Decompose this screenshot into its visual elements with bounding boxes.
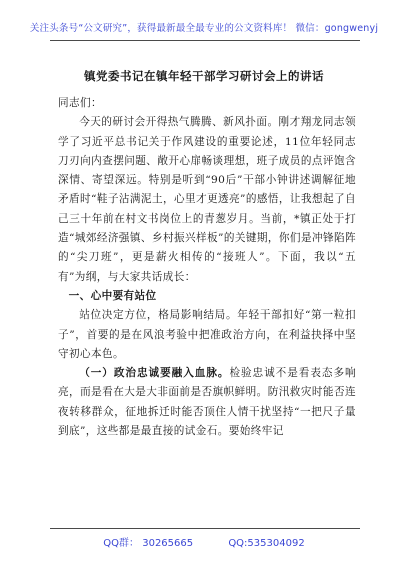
paragraph-subsection-1 <box>58 364 356 441</box>
paragraph-subsection-1-text: 检验忠诚不是看表态多响亮，而是看在大是大非面前是否旗帜鲜明。防汛救灾时能否连夜转移群众，征地拆迁时能否顶住人情干扰坚持“一把尺子量到底”，这些都是最直接的试金石。要始终牢记 <box>58 367 356 438</box>
footer <box>0 534 408 549</box>
document-body <box>58 94 356 441</box>
footer-qq-number: QQ:535304092 <box>228 538 305 549</box>
section-heading-1: 一、心中要有站位 <box>68 289 157 302</box>
paragraph-section-1: 站位决定方位，格局影响结局。年轻干部扣好“第一粒扣子”，首要的是在风浪考验中把准政治方向，在利益抉择中坚守初心本色。 <box>58 309 356 360</box>
header-divider <box>50 40 360 41</box>
subheading-1: （一）政治忠诚要融入血脉。 <box>79 367 230 380</box>
footer-qq-group: QQ群： 30265665 <box>103 538 194 549</box>
header-promo-note: 关注头条号“公文研究”，获得最新最全最专业的公文资料库！ 微信：gongwenyj <box>29 23 379 34</box>
document-title: 镇党委书记在镇年轻干部学习研讨会上的讲话 <box>84 69 324 83</box>
paragraph-intro: 今天的研讨会开得热气腾腾、新风扑面。刚才翔龙同志领学了习近平总书记关于作风建设的重要论述，11位年轻同志刀刃向内查摆问题、敞开心扉畅谈理想，班子成员的点评饱含深情、寄望深远。特别是听到“90后”干部小钟讲述调解征地矛盾时“鞋子沾满泥土，心里才更透亮”的感悟，让我想起了自己三十年前在村文书岗位上的青葱岁月。当前，*镇正处于打造“城郊经济强镇、乡村振兴样板”的关键期，你们是冲锋陷阵的“尖刀班”，更是薪火相传的“接班人”。下面，我以“五有”为纲，与大家共话成长： <box>58 116 356 283</box>
footer-divider <box>50 528 360 529</box>
salutation: 同志们： <box>58 97 102 109</box>
